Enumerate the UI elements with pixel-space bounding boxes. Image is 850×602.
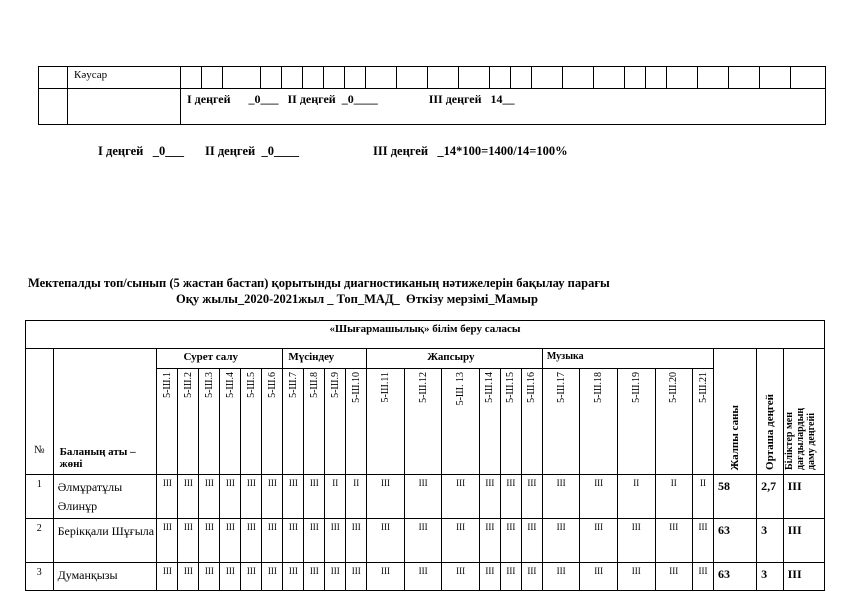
level-cell: ІІІ xyxy=(178,563,199,591)
level-cell: ІІІ xyxy=(542,519,580,563)
level-cell: ІІІ xyxy=(542,563,580,591)
row-total: 63 xyxy=(714,519,757,563)
level-cell: ІІІ xyxy=(367,475,405,519)
level-cell: ІІІ xyxy=(693,563,714,591)
level-cell: ІІІ xyxy=(283,475,304,519)
level-cell: ІІ xyxy=(693,475,714,519)
row-level: ІІІ xyxy=(783,519,824,563)
level-cell: ІІІ xyxy=(346,563,367,591)
level-cell: ІІ xyxy=(346,475,367,519)
level-cell: ІІІ xyxy=(500,563,521,591)
code-header: 5-Ш.14 xyxy=(484,372,496,403)
top-table xyxy=(38,66,826,125)
avg-header: Орташа деңгей xyxy=(763,394,776,470)
row-total: 58 xyxy=(714,475,757,519)
student-row xyxy=(26,519,825,563)
main-table xyxy=(25,320,825,591)
level-cell: ІІІ xyxy=(404,519,442,563)
row-number: 1 xyxy=(26,475,54,519)
row-avg: 3 xyxy=(757,519,784,563)
code-header: 5-Ш.18 xyxy=(593,372,605,403)
level-cell: ІІІ xyxy=(262,519,283,563)
level-cell: ІІІ xyxy=(157,475,178,519)
code-header: 5-Ш.10 xyxy=(350,372,362,403)
level-cell: ІІІ xyxy=(304,563,325,591)
level-cell: ІІІ xyxy=(304,519,325,563)
student-name: Думанқызы xyxy=(53,563,157,591)
level-cell: ІІІ xyxy=(404,563,442,591)
student-row xyxy=(26,475,825,519)
code-header: 5-Ш.11 xyxy=(380,372,392,403)
group-drawing: Сурет салу xyxy=(157,349,283,369)
level-cell: ІІІ xyxy=(617,563,655,591)
level-cell: ІІІ xyxy=(693,519,714,563)
level-cell: ІІІ xyxy=(655,563,693,591)
level-cell: ІІІ xyxy=(241,563,262,591)
level-cell: ІІІ xyxy=(521,563,542,591)
code-header: 5-Ш.5 xyxy=(245,372,257,398)
level-cell: ІІІ xyxy=(262,563,283,591)
level-cell: ІІІ xyxy=(220,475,241,519)
num-header: № xyxy=(26,349,54,475)
level-cell: ІІІ xyxy=(304,475,325,519)
level-cell: ІІІ xyxy=(325,519,346,563)
level-cell: ІІІ xyxy=(220,563,241,591)
code-header: 5-Ш.21 xyxy=(697,372,709,403)
code-header: 5-Ш.6 xyxy=(266,372,278,398)
level-cell: ІІІ xyxy=(655,519,693,563)
level-cell: ІІІ xyxy=(157,563,178,591)
group-music: Музыка xyxy=(542,349,713,369)
code-header: 5-Ш.15 xyxy=(505,372,517,403)
group-applique: Жапсыру xyxy=(367,349,543,369)
level-cell: ІІІ xyxy=(367,563,405,591)
code-header: 5-Ш.20 xyxy=(668,372,680,403)
code-header: 5-Ш.3 xyxy=(203,372,215,398)
level-cell: ІІІ xyxy=(199,475,220,519)
top-table-name: Кәусар xyxy=(68,67,181,89)
level-cell: ІІІ xyxy=(220,519,241,563)
level-cell: ІІІ xyxy=(157,519,178,563)
level-cell: ІІІ xyxy=(521,475,542,519)
level-cell: ІІІ xyxy=(283,563,304,591)
level-cell: ІІІ xyxy=(500,519,521,563)
row-level: ІІІ xyxy=(783,563,824,591)
summary-level1: I деңгей _0___ xyxy=(98,144,184,158)
student-name: Берікқали Шұғыла xyxy=(53,519,157,563)
row-number: 2 xyxy=(26,519,54,563)
row-avg: 3 xyxy=(757,563,784,591)
level-cell: ІІІ xyxy=(500,475,521,519)
level-cell: ІІІ xyxy=(404,475,442,519)
level-cell: ІІІ xyxy=(442,519,480,563)
level-cell: ІІ xyxy=(325,475,346,519)
group-sculpting: Мүсіндеу xyxy=(283,349,367,369)
code-header: 5-Ш.7 xyxy=(287,372,299,398)
top-table-name-row xyxy=(39,67,826,89)
group-header-row xyxy=(26,349,825,369)
code-header: 5-Ш.4 xyxy=(224,372,236,398)
total-header: Жалпы саны xyxy=(729,404,742,470)
top-table-levels-row xyxy=(39,89,826,125)
level-cell: ІІІ xyxy=(325,563,346,591)
level-cell: ІІІ xyxy=(367,519,405,563)
code-header: 5-Ш.12 xyxy=(417,372,429,403)
level-cell: ІІІ xyxy=(241,475,262,519)
code-header: 5-Ш.17 xyxy=(555,372,567,403)
level-cell: ІІІ xyxy=(479,563,500,591)
level-cell: ІІІ xyxy=(178,519,199,563)
row-level: ІІІ xyxy=(783,475,824,519)
level-cell: ІІІ xyxy=(580,475,618,519)
student-name: Әлмұратұлы Әлинұр xyxy=(53,475,157,519)
row-number: 3 xyxy=(26,563,54,591)
level-cell: ІІІ xyxy=(580,519,618,563)
code-header: 5-Ш.19 xyxy=(630,372,642,403)
level-cell: ІІІ xyxy=(346,519,367,563)
level-cell: ІІІ xyxy=(580,563,618,591)
code-header: 5-Ш.2 xyxy=(182,372,194,398)
level-cell: ІІІ xyxy=(178,475,199,519)
level-cell: ІІІ xyxy=(283,519,304,563)
code-header: 5-Ш.9 xyxy=(329,372,341,398)
top-table-levels: I деңгей _0___ II деңгей _0____ III деңгей 14__ xyxy=(181,89,826,125)
area-header-row xyxy=(26,321,825,349)
level-cell: ІІІ xyxy=(542,475,580,519)
skill-header: Біліктер мен дағдылардың даму деңгейі xyxy=(783,407,817,470)
summary-level2: II деңгей _0____ xyxy=(205,144,299,158)
level-cell: ІІІ xyxy=(617,519,655,563)
code-header: 5-Ш. 13 xyxy=(455,372,467,406)
code-header: 5-Ш.8 xyxy=(308,372,320,398)
student-row xyxy=(26,563,825,591)
level-cell: ІІІ xyxy=(442,475,480,519)
name-header: Баланың аты –жөні xyxy=(53,349,157,475)
level-cell: ІІІ xyxy=(262,475,283,519)
code-header: 5-Ш.1 xyxy=(161,372,173,398)
level-cell: ІІІ xyxy=(199,563,220,591)
doc-title: Мектепалды топ/сынып (5 жастан бастап) қорытынды диагностиканың нәтижелерін бақылау парағы xyxy=(28,276,610,290)
row-avg: 2,7 xyxy=(757,475,784,519)
level-cell: ІІІ xyxy=(479,475,500,519)
level-cell: ІІ xyxy=(617,475,655,519)
level-cell: ІІІ xyxy=(442,563,480,591)
doc-subtitle: Оқу жылы_2020-2021жыл _ Топ_МАД_ Өткізу мерзімі_Мамыр xyxy=(176,292,538,306)
code-header: 5-Ш.16 xyxy=(526,372,538,403)
area-header: «Шығармашылық» білім беру саласы xyxy=(329,323,521,335)
row-total: 63 xyxy=(714,563,757,591)
summary-level3: III деңгей _14*100=1400/14=100% xyxy=(373,144,568,158)
level-cell: ІІІ xyxy=(521,519,542,563)
level-cell: ІІІ xyxy=(199,519,220,563)
level-cell: ІІІ xyxy=(241,519,262,563)
level-cell: ІІ xyxy=(655,475,693,519)
level-cell: ІІІ xyxy=(479,519,500,563)
